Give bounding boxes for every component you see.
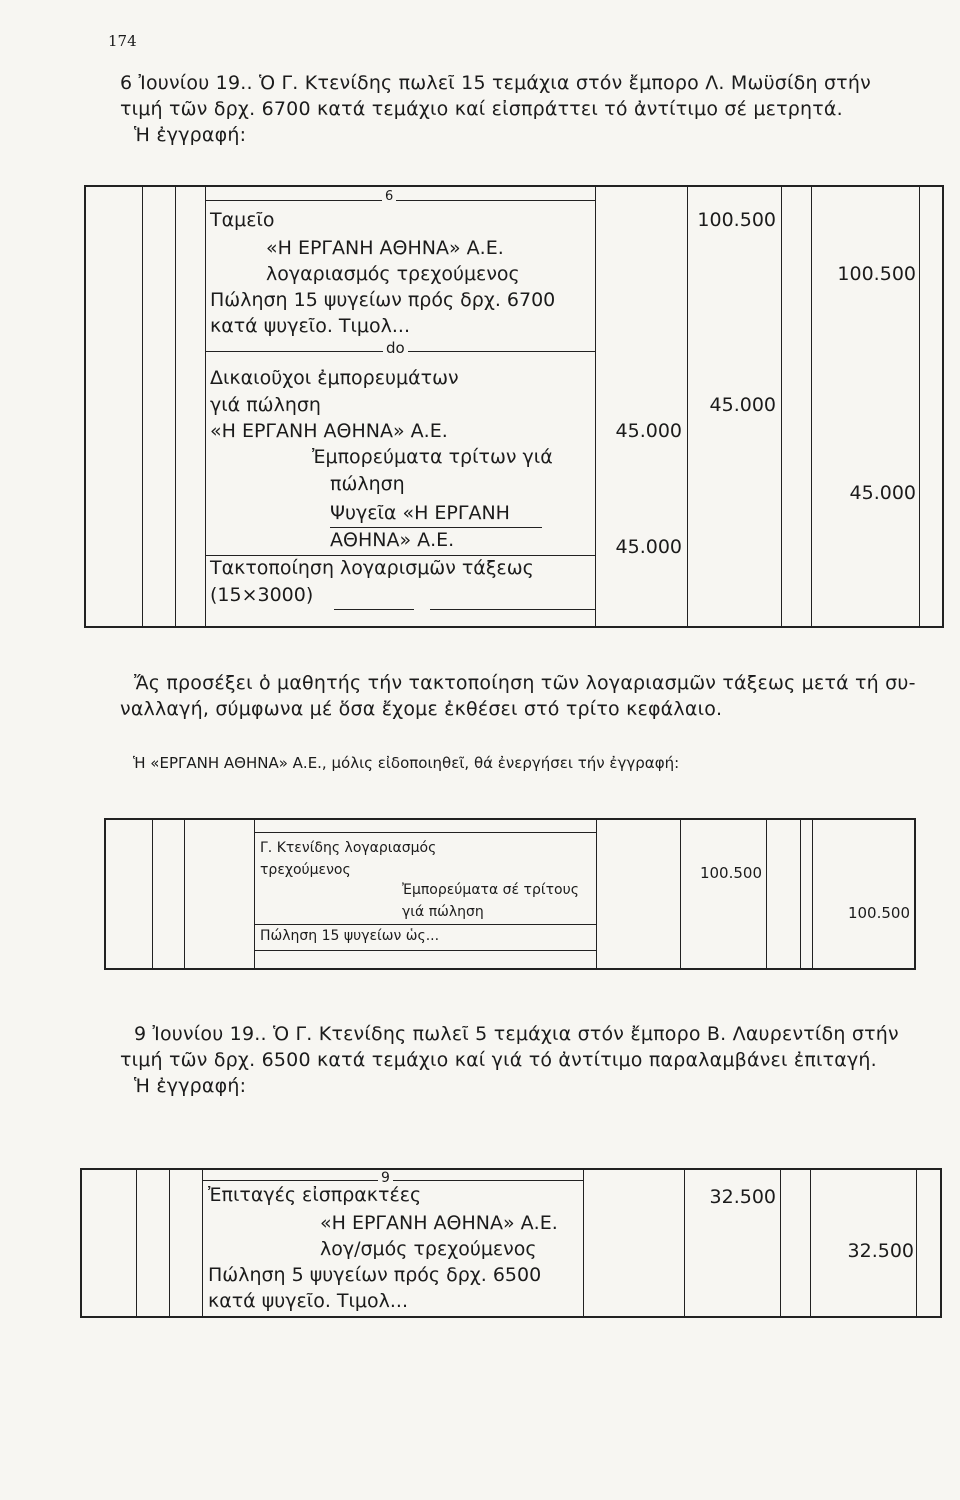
column-rule bbox=[811, 187, 812, 626]
column-rule bbox=[780, 1170, 781, 1316]
credit-amount: 45.000 bbox=[849, 482, 916, 504]
paragraph-line: 6 Ἰουνίου 19.. Ὁ Γ. Κτενίδης πωλεῖ 15 τεμάχια στόν ἔμπορο Λ. Μωϋσίδη στήν bbox=[120, 72, 871, 94]
column-rule bbox=[680, 820, 681, 968]
date-rule bbox=[205, 200, 595, 201]
underline-rule bbox=[330, 527, 542, 528]
column-rule bbox=[254, 820, 255, 968]
column-rule bbox=[596, 820, 597, 968]
entry-date-header: 6 bbox=[382, 189, 396, 204]
debit-account: Ταμεῖο bbox=[210, 209, 275, 231]
entry-description: Τακτοποίηση λογαρισμῶν τάξεως bbox=[210, 557, 534, 579]
closing-rule bbox=[334, 609, 414, 610]
column-rule bbox=[810, 1170, 811, 1316]
date-rule bbox=[254, 832, 596, 833]
paragraph-3 bbox=[120, 1021, 925, 1099]
sub-credit-account-line-2: ΑΘΗΝΑ» Α.Ε. bbox=[330, 529, 455, 551]
debit-amount: 32.500 bbox=[709, 1186, 776, 1208]
column-rule bbox=[142, 187, 143, 626]
column-rule bbox=[766, 820, 767, 968]
credit-account: «Η ΕΡΓΑΝΗ ΑΘΗΝΑ» Α.Ε. bbox=[266, 237, 504, 259]
debit-account: Γ. Κτενίδης λογαριασμός bbox=[260, 840, 437, 856]
column-rule bbox=[583, 1170, 584, 1316]
paragraph-line: Ἡ ἐγγραφή: bbox=[134, 124, 247, 146]
column-rule bbox=[136, 1170, 137, 1316]
sub-debit-account: «Η ΕΡΓΑΝΗ ΑΘΗΝΑ» Α.Ε. bbox=[210, 420, 448, 442]
debit-account: Ἐπιταγές εἰσπρακτέες bbox=[208, 1184, 422, 1206]
journal-entry-table-2 bbox=[104, 818, 916, 970]
paragraph-line: Ἡ ἐγγραφή: bbox=[134, 1075, 247, 1097]
column-rule bbox=[205, 187, 206, 626]
entry-description-line-2: (15×3000) bbox=[210, 584, 314, 606]
credit-account: «Η ΕΡΓΑΝΗ ΑΘΗΝΑ» Α.Ε. bbox=[320, 1212, 558, 1234]
paragraph-1 bbox=[120, 70, 925, 148]
closing-rule bbox=[430, 609, 595, 610]
note-text: Ἡ «ΕΡΓΑΝΗ ΑΘΗΝΑ» Α.Ε., μόλις εἰδοποιηθεῖ, θά ἐνεργήσει τήν ἐγγραφή: bbox=[133, 754, 680, 772]
column-rule bbox=[175, 187, 176, 626]
credit-amount: 100.500 bbox=[847, 904, 910, 922]
column-rule bbox=[812, 820, 813, 968]
debit-account-line-2: γιά πώληση bbox=[210, 394, 321, 416]
credit-account-line-2: λογ/σμός τρεχούμενος bbox=[320, 1238, 537, 1260]
paragraph-line: 9 Ἰουνίου 19.. Ὁ Γ. Κτενίδης πωλεῖ 5 τεμάχια στόν ἔμπορο Β. Λαυρεντίδη στήν bbox=[134, 1023, 899, 1045]
column-rule bbox=[800, 820, 801, 968]
credit-account: Ἐμπορεύματα σέ τρίτους bbox=[402, 882, 579, 898]
column-rule bbox=[184, 820, 185, 968]
entry-description: Πώληση 15 ψυγείων πρός δρχ. 6700 bbox=[210, 289, 556, 311]
underline-rule bbox=[205, 555, 595, 556]
paragraph-line: ναλλαγή, σύμφωνα μέ ὅσα ἔχομε ἐκθέσει στό τρίτο κεφάλαιο. bbox=[120, 698, 723, 720]
entry-date-header: 9 bbox=[378, 1170, 393, 1186]
debit-amount: 100.500 bbox=[697, 209, 776, 231]
ditto-separator: do bbox=[383, 339, 408, 357]
credit-account-line-2: πώληση bbox=[330, 473, 405, 495]
page-number: 174 bbox=[108, 32, 137, 50]
column-rule bbox=[687, 187, 688, 626]
column-rule bbox=[202, 1170, 203, 1316]
journal-entry-table-1 bbox=[84, 185, 944, 628]
debit-account: Δικαιοῦχοι ἐμπορευμάτων bbox=[210, 367, 459, 389]
debit-amount: 100.500 bbox=[699, 864, 762, 882]
column-rule bbox=[684, 1170, 685, 1316]
debit-account-line-2: τρεχούμενος bbox=[260, 862, 351, 878]
credit-account-line-2: γιά πώληση bbox=[402, 904, 484, 920]
column-rule bbox=[916, 1170, 917, 1316]
journal-entry-table-3 bbox=[80, 1168, 942, 1318]
sub-credit-account: Ψυγεῖα «Η ΕΡΓΑΝΗ bbox=[330, 502, 510, 524]
credit-account: Ἐμπορεύματα τρίτων γιά bbox=[312, 446, 553, 468]
entry-description: Πώληση 5 ψυγείων πρός δρχ. 6500 bbox=[208, 1264, 542, 1286]
entry-description-line-2: κατά ψυγεῖο. Τιμολ... bbox=[208, 1290, 409, 1312]
column-rule bbox=[919, 187, 920, 626]
paragraph-line: τιμή τῶν δρχ. 6700 κατά τεμάχιο καί εἰσπράττει τό ἀντίτιμο σέ μετρητά. bbox=[120, 98, 843, 120]
credit-amount: 32.500 bbox=[847, 1240, 914, 1262]
column-rule bbox=[781, 187, 782, 626]
debit-amount: 45.000 bbox=[709, 394, 776, 416]
credit-amount: 100.500 bbox=[837, 263, 916, 285]
underline-rule bbox=[254, 924, 596, 925]
sub-credit-amount: 45.000 bbox=[615, 536, 682, 558]
credit-account-line-2: λογαριασμός τρεχούμενος bbox=[266, 263, 520, 285]
entry-description-line-2: κατά ψυγεῖο. Τιμολ... bbox=[210, 315, 411, 337]
paragraph-line: τιμή τῶν δρχ. 6500 κατά τεμάχιο καί γιά τό ἀντίτιμο παραλαμβάνει ἐπιταγή. bbox=[120, 1049, 877, 1071]
column-rule bbox=[595, 187, 596, 626]
column-rule bbox=[169, 1170, 170, 1316]
closing-rule bbox=[254, 950, 596, 951]
paragraph-2 bbox=[120, 670, 925, 722]
entry-description: Πώληση 15 ψυγείων ὡς... bbox=[260, 928, 440, 944]
column-rule bbox=[152, 820, 153, 968]
sub-debit-amount: 45.000 bbox=[615, 420, 682, 442]
paragraph-line: Ἄς προσέξει ὁ μαθητής τήν τακτοποίηση τῶν λογαριασμῶν τάξεως μετά τή συ- bbox=[134, 672, 916, 694]
